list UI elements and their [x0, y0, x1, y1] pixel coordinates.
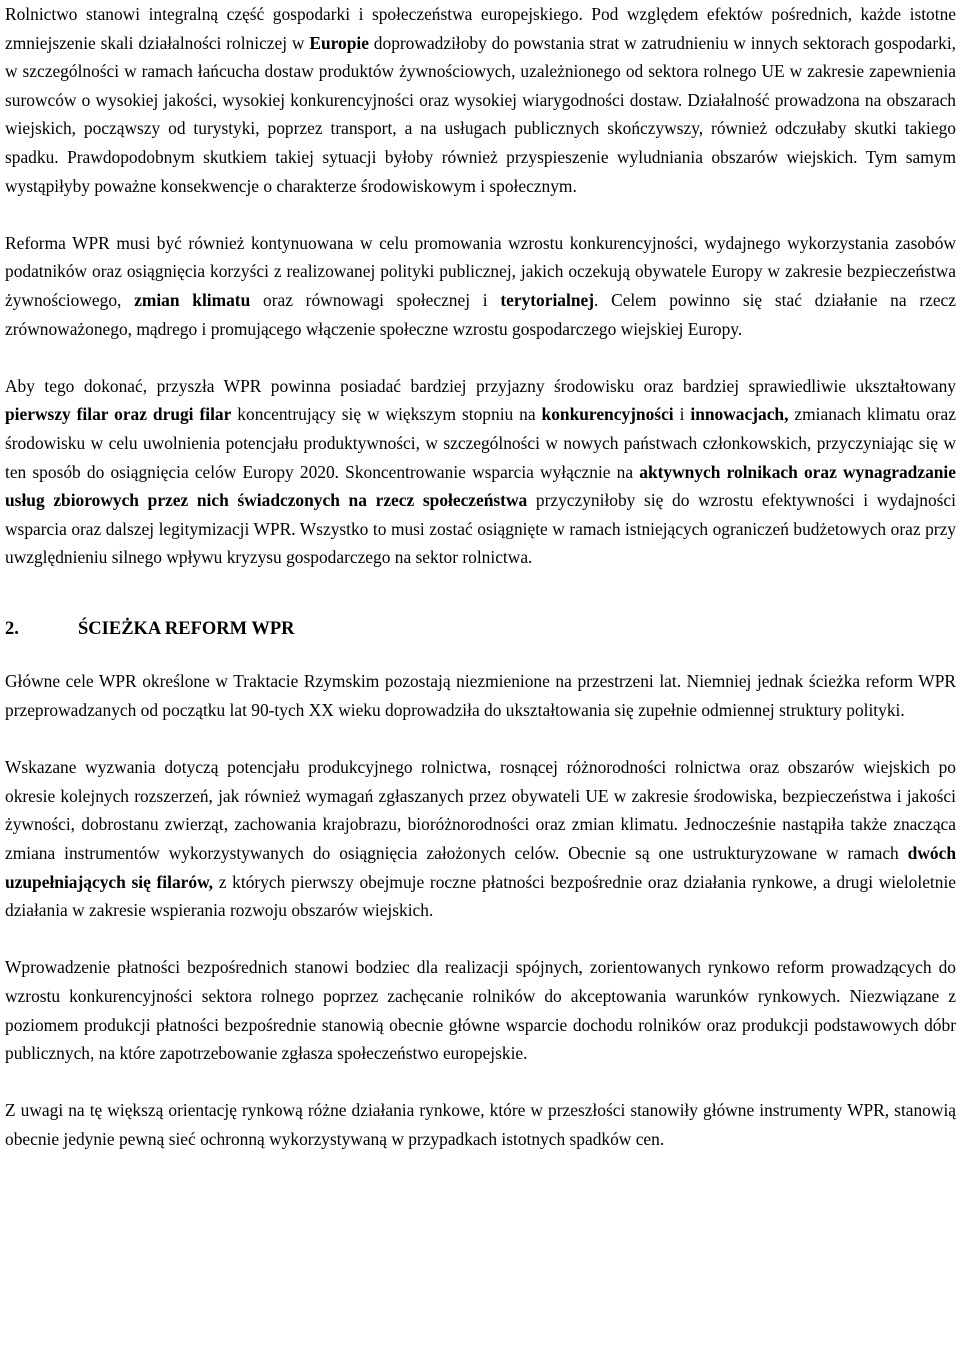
bold-text: innowacjach,	[690, 404, 789, 425]
text-run: Rolnictwo stanowi integralną część gospodarki i społeczeństwa europejskiego. Pod względem efektów pośrednich, każde istotne zmniejszenie skali działalności rolniczej w	[5, 4, 956, 53]
bold-text: Europie	[309, 32, 369, 53]
text-run: Reforma WPR musi być również kontynuowana w celu promowania wzrostu konkurencyjności, wydajnego wykorzystania zasobów podatników oraz osiągnięcia korzyści z realizowanej polityki publicznej, jakich oczekują obywatele Europy w zakresie bezpieczeństwa żywnościowego,	[5, 232, 956, 310]
text-run: oraz równowagi społecznej i	[250, 289, 501, 310]
text-run: przyczyniłoby się do wzrostu efektywności i wydajności wsparcia oraz dalszej legitymizacji WPR. Wszystko to musi zostać osiągnięte w ramach istniejących ograniczeń budżetowych oraz przy uwzględnieniu silnego wpływu kryzysu gospodarczego na sektor rolnictwa.	[5, 490, 956, 568]
section-heading	[5, 615, 956, 644]
text-run: Aby tego dokonać, przyszła WPR powinna posiadać bardziej przyjazny środowisku oraz bardziej sprawiedliwie ukształtowany	[5, 375, 956, 396]
section-number: 2.	[5, 618, 19, 639]
text-run: zmianach klimatu oraz środowisku w celu uwolnienia potencjału produktywności, w szczególności w nowych państwach członkowskich, przyczyniając się w ten sposób do osiągnięcia celów Europy 2020. Skoncentrowanie wsparcia wyłącznie na	[5, 404, 956, 482]
paragraph-p3	[5, 372, 956, 572]
section-paragraphs	[5, 667, 956, 1153]
text-run: Główne cele WPR określone w Traktacie Rzymskim pozostają niezmienione na przestrzeni lat. Niemniej jednak ścieżka reform WPR przeprowadzanych od początku lat 90-tych XX wieku doprowadziła do ukształtowania się zupełnie odmiennej struktury polityki.	[5, 671, 956, 721]
bold-text: konkurencyjności	[541, 404, 674, 425]
paragraph-p2	[5, 229, 956, 343]
bold-text: terytorialnej	[500, 289, 595, 310]
text-run: Wskazane wyzwania dotyczą potencjału produkcyjnego rolnictwa, rosnącej różnorodności rolnictwa oraz obszarów wiejskich po okresie kolejnych rozszerzeń, jak również wymagań zgłaszanych przez obywateli UE w zakresie środowiska, bezpieczeństwa i jakości żywności, dobrostanu zwierząt, zachowania krajobrazu, bioróżnorodności oraz zmian klimatu. Jednocześnie nastąpiła także znacząca zmiana instrumentów wykorzystywanych do osiągnięcia założonych celów. Obecnie są one ustrukturyzowane w ramach	[5, 757, 956, 864]
text-run: doprowadziłoby do powstania strat w zatrudnieniu w innych sektorach gospodarki, w szczególności w ramach łańcucha dostaw produktów żywnościowych, uzależnionego od sektora rolnego UE w zakresie zapewnienia surowców o wysokiej jakości, wysokiej konkurencyjności oraz wysokiej wiarygodności dostaw. Działalność prowadzona na obszarach wiejskich, począwszy od turystyki, poprzez transport, a na usługach publicznych skończywszy, również odczułaby skutki takiego spadku. Prawdopodobnym skutkiem takiej sytuacji byłoby również przyspieszenie wyludniania obszarów wiejskich. Tym samym wystąpiłyby poważne konsekwencje o charakterze środowiskowym i społecznym.	[5, 32, 957, 196]
paragraph-p6	[5, 953, 956, 1067]
bold-text: pierwszy filar oraz drugi filar	[5, 404, 232, 425]
paragraph-p5	[5, 753, 956, 925]
paragraph-p7	[5, 1096, 956, 1153]
bold-text: zmian klimatu	[134, 289, 251, 310]
text-run: Z uwagi na tę większą orientację rynkową różne działania rynkowe, które w przeszłości stanowiły główne instrumenty WPR, stanowią obecnie jedynie pewną sieć ochronną wykorzystywaną w przypadkach istotnych spadków cen.	[5, 1100, 956, 1149]
text-run: z których pierwszy obejmuje roczne płatności bezpośrednie oraz działania rynkowe, a drugi wieloletnie działania w zakresie wspierania rozwoju obszarów wiejskich.	[5, 871, 956, 921]
bold-text: aktywnych rolnikach oraz wynagradzanie usług zbiorowych przez nich świadczonych na rzecz społeczeństwa	[5, 461, 956, 511]
text-run: Wprowadzenie płatności bezpośrednich stanowi bodziec dla realizacji spójnych, zorientowanych rynkowo reform prowadzących do wzrostu konkurencyjności sektora rolnego poprzez zachęcanie rolników do akceptowania warunków rynkowych. Niezwiązane z poziomem produkcji płatności bezpośrednie stanowią obecnie główne wsparcie dochodu rolników oraz produkcji podstawowych dóbr publicznych, na które zapotrzebowanie zgłasza społeczeństwo europejskie.	[5, 957, 956, 1064]
intro-paragraphs	[5, 0, 956, 572]
text-run: . Celem powinno się stać działanie na rzecz zrównoważonego, mądrego i promującego włączenie społeczne wzrostu gospodarczego wiejskiej Europy.	[5, 289, 956, 339]
document-page	[5, 0, 956, 1154]
paragraph-p1	[5, 0, 956, 200]
section-title: ŚCIEŻKA REFORM WPR	[78, 618, 295, 639]
text-run: koncentrujący się w większym stopniu na	[231, 404, 542, 425]
text-run: i	[673, 404, 691, 425]
paragraph-p4	[5, 667, 956, 724]
bold-text: dwóch uzupełniających się filarów,	[5, 843, 956, 892]
